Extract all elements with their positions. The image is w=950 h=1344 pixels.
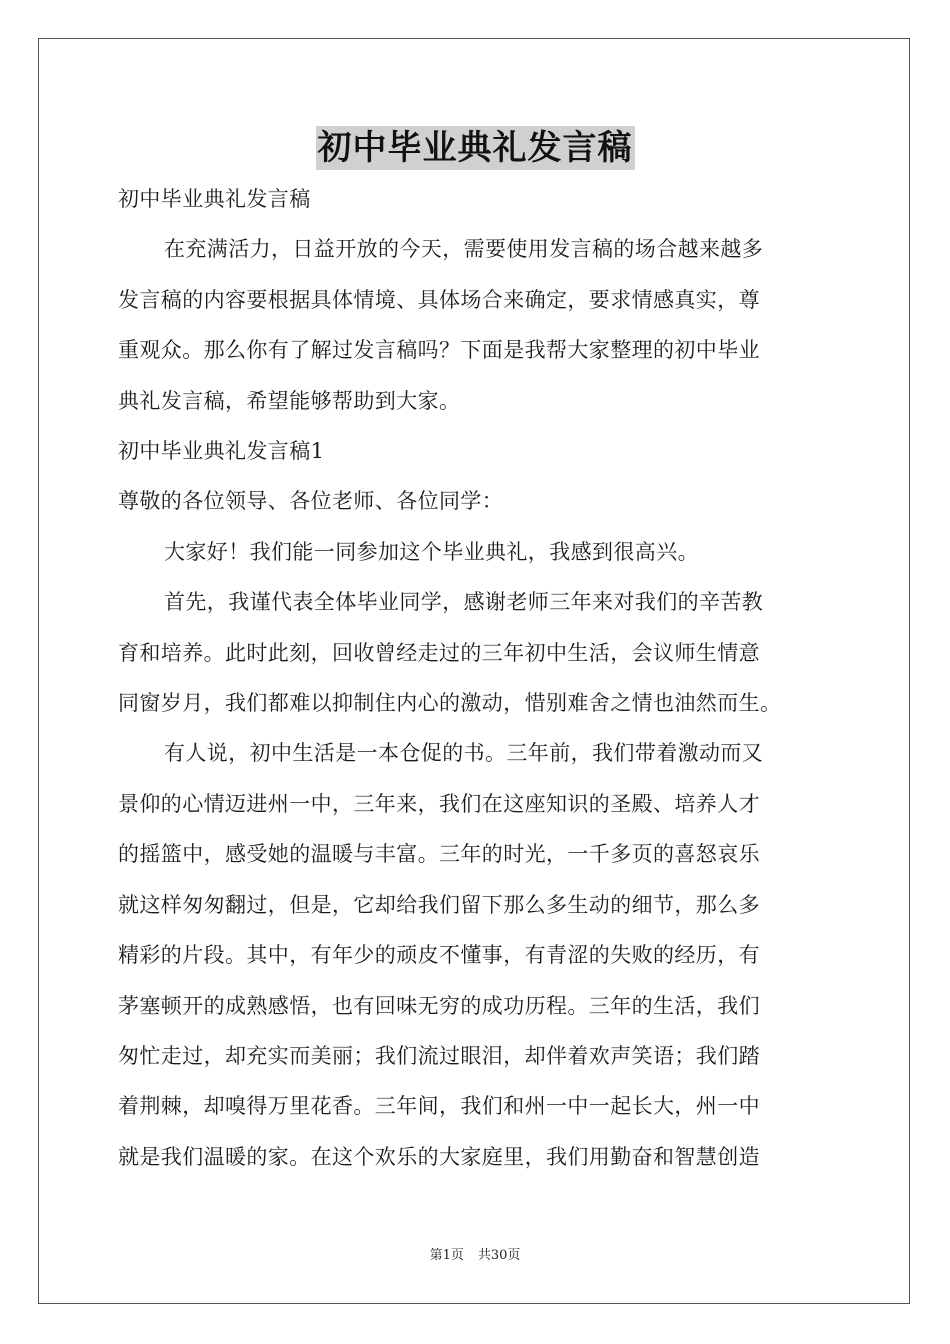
paragraph-line: 同窗岁月，我们都难以抑制住内心的激动，惜别难舍之情也油然而生。: [118, 691, 782, 716]
paragraph-line: 就这样匆匆翻过，但是，它却给我们留下那么多生动的细节，那么多: [118, 892, 760, 917]
paragraph-line: 景仰的心情迈进州一中，三年来，我们在这座知识的圣殿、培养人才: [118, 791, 760, 816]
paragraph-line: 重观众。那么你有了解过发言稿吗？下面是我帮大家整理的初中毕业: [118, 338, 760, 363]
salutation: 尊敬的各位领导、各位老师、各位同学：: [118, 489, 504, 514]
paragraph-line: 典礼发言稿，希望能够帮助到大家。: [118, 388, 461, 413]
page-number: 第1页: [429, 1248, 464, 1263]
paragraph-line: 茅塞顿开的成熟感悟，也有回味无穷的成功历程。三年的生活，我们: [118, 993, 760, 1018]
paragraph-line: 的摇篮中，感受她的温暖与丰富。三年的时光，一千多页的喜怒哀乐: [118, 842, 760, 867]
paragraph-line: 精彩的片段。其中，有年少的顽皮不懂事，有青涩的失败的经历，有: [118, 943, 760, 968]
paragraph-line: 着荆棘，却嗅得万里花香。三年间，我们和州一中一起长大，州一中: [118, 1094, 760, 1119]
page-footer: [0, 1244, 950, 1263]
section-heading: 初中毕业典礼发言稿1: [118, 439, 325, 464]
document-body: [118, 174, 838, 1182]
paragraph-line: 首先，我谨代表全体毕业同学，感谢老师三年来对我们的辛苦教: [164, 590, 764, 615]
page-total: 共30页: [477, 1248, 521, 1263]
paragraph-line: 匆忙走过，却充实而美丽；我们流过眼泪，却伴着欢声笑语；我们踏: [118, 1043, 760, 1068]
paragraph-line: 有人说，初中生活是一本仓促的书。三年前，我们带着激动而又: [164, 741, 764, 766]
paragraph-line: 就是我们温暖的家。在这个欢乐的大家庭里，我们用勤奋和智慧创造: [118, 1144, 760, 1169]
paragraph-line: 在充满活力，日益开放的今天，需要使用发言稿的场合越来越多: [164, 237, 764, 262]
paragraph-line: 大家好！我们能一同参加这个毕业典礼，我感到很高兴。: [164, 539, 699, 564]
document-title: 初中毕业典礼发言稿: [317, 128, 633, 168]
paragraph-line: 初中毕业典礼发言稿: [118, 187, 311, 211]
paragraph-line: 发言稿的内容要根据具体情境、具体场合来确定，要求情感真实，尊: [118, 287, 760, 312]
paragraph-line: 育和培养。此时此刻，回收曾经走过的三年初中生活，会议师生情意: [118, 640, 760, 665]
title-container: [0, 126, 950, 170]
